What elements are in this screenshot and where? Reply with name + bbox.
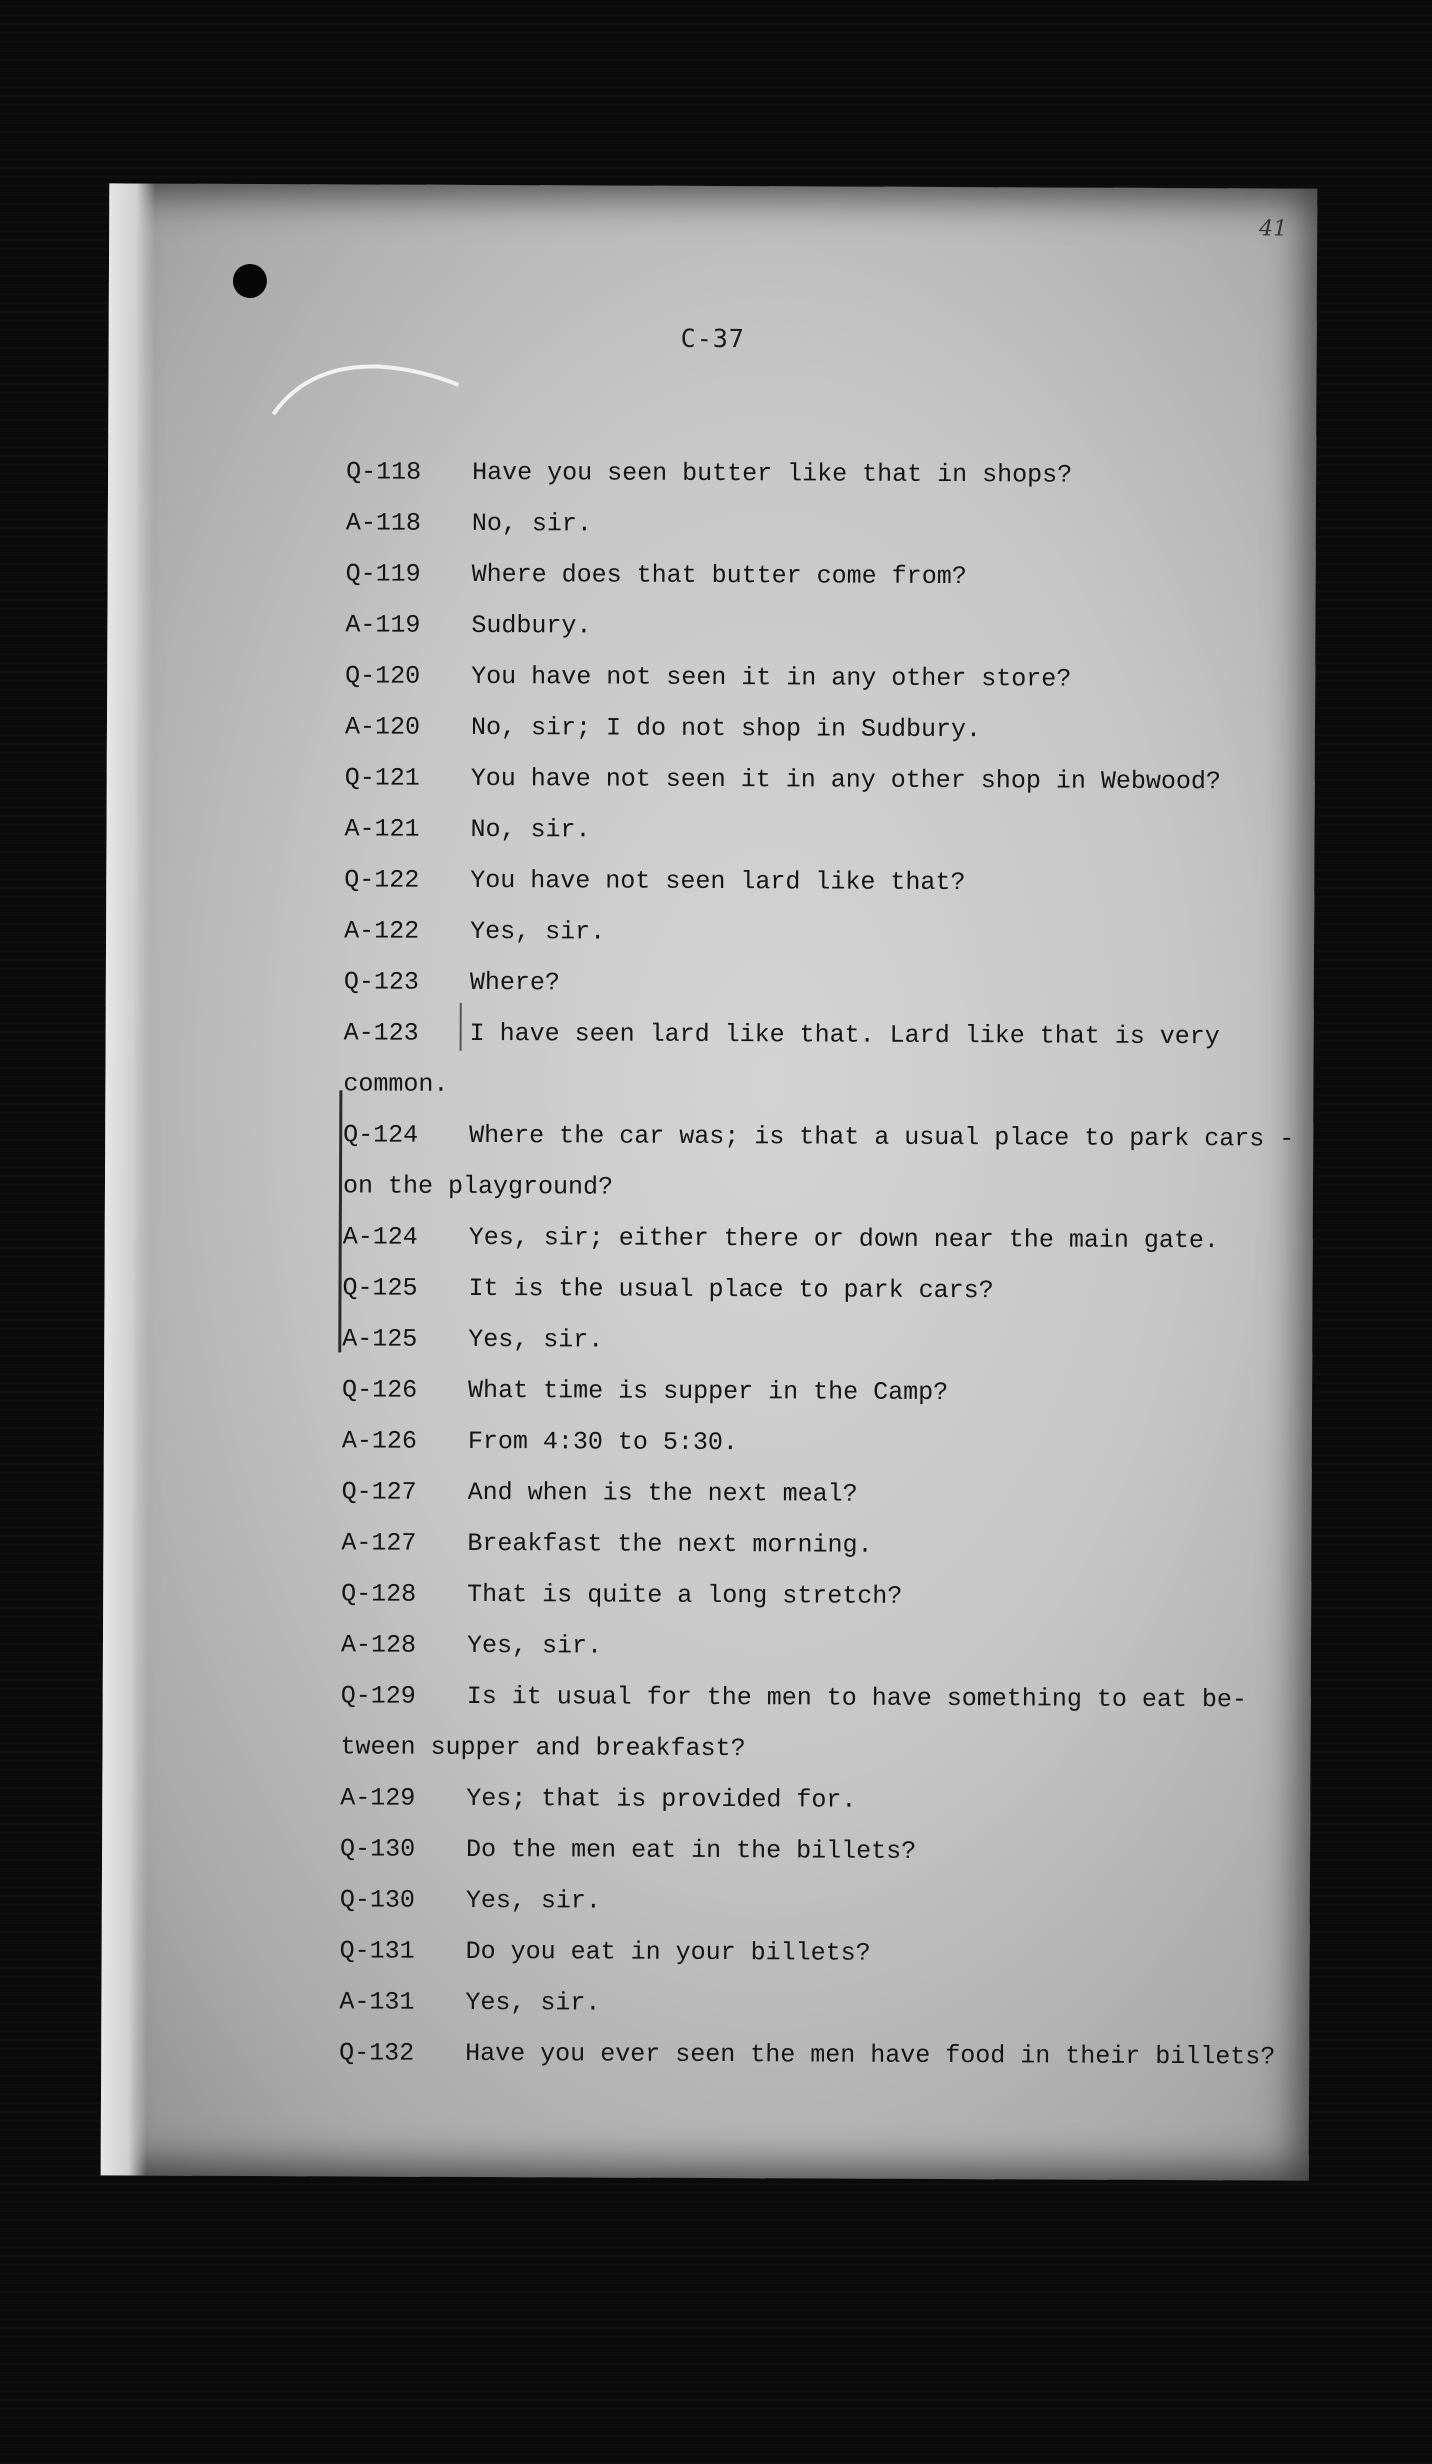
line-label: A-118 (345, 508, 421, 538)
line-label: A-121 (344, 814, 420, 844)
line-label: A-124 (342, 1222, 418, 1252)
transcript-line (344, 956, 1284, 1011)
line-label: Q-119 (345, 559, 421, 589)
line-text: What time is supper in the Camp? (468, 1375, 949, 1408)
line-text: Yes, sir; either there or down near the main gate. (468, 1222, 1219, 1256)
transcript-line (340, 1925, 1280, 1980)
line-label: Q-127 (341, 1477, 417, 1507)
page-number: 41 (1259, 216, 1288, 242)
transcript-line (340, 1874, 1280, 1929)
transcript-line (344, 803, 1284, 858)
line-label: A-126 (341, 1426, 417, 1456)
line-label: Q-124 (343, 1120, 419, 1150)
line-text: Yes, sir. (468, 1324, 604, 1355)
line-text: Do you eat in your billets? (465, 1936, 871, 1968)
page-header: C-37 (680, 323, 745, 354)
line-text: Yes; that is provided for. (466, 1783, 857, 1815)
line-label: A-128 (340, 1630, 417, 1660)
line-label: Q-130 (339, 1885, 415, 1915)
transcript-line (342, 1466, 1282, 1521)
document-page (101, 183, 1318, 2180)
line-text: Yes, sir. (470, 916, 606, 947)
line-text: Yes, sir. (465, 1885, 601, 1916)
transcript-line (342, 1364, 1282, 1419)
transcript-line (344, 854, 1284, 909)
transcript-line (343, 1211, 1283, 1266)
transcript-line (346, 497, 1286, 552)
transcript-line (339, 2027, 1279, 2082)
line-label: A-123 (343, 1018, 419, 1048)
line-text: Breakfast the next morning. (467, 1528, 873, 1560)
line-text: I have seen lard like that. Lard like that is very (469, 1018, 1220, 1052)
line-text: Where does that butter come from? (471, 559, 967, 592)
line-label: A-120 (344, 712, 421, 742)
line-text: Sudbury. (471, 610, 592, 641)
line-label: Q-118 (346, 457, 422, 487)
transcript-line (346, 446, 1286, 501)
line-label: Q-132 (339, 2038, 415, 2068)
line-text: Yes, sir. (466, 1630, 603, 1661)
line-text: No, sir; I do not shop in Sudbury. (470, 712, 982, 745)
transcript-line (343, 1109, 1295, 1164)
transcript-line (339, 1976, 1279, 2031)
line-text: It is the usual place to park cars? (468, 1273, 994, 1306)
scratch-mark (268, 354, 468, 425)
transcript-line (340, 1823, 1280, 1878)
continuation-line: common. (343, 1069, 449, 1099)
transcript (339, 446, 1295, 2082)
line-text: Yes, sir. (465, 1987, 601, 2018)
line-text: Where? (469, 967, 560, 998)
line-text: Have you ever seen the men have food in their billets? (465, 2038, 1276, 2072)
line-text: No, sir. (471, 508, 592, 539)
continuation-line: on the playground? (342, 1171, 614, 1202)
transcript-line (340, 1772, 1280, 1827)
line-label: Q-121 (344, 763, 420, 793)
transcript-line (345, 701, 1285, 756)
transcript-line (341, 1670, 1281, 1725)
line-label: Q-123 (343, 967, 419, 997)
line-text: You have not seen lard like that? (470, 865, 966, 898)
line-label: A-119 (345, 610, 421, 640)
line-label: Q-130 (340, 1834, 416, 1864)
line-text: From 4:30 to 5:30. (467, 1426, 738, 1458)
line-label: A-129 (340, 1783, 416, 1813)
line-label: Q-122 (344, 865, 420, 895)
transcript-line (345, 650, 1285, 705)
transcript-line (341, 1517, 1281, 1572)
line-label: A-131 (339, 1987, 415, 2017)
line-text: You have not seen it in any other shop in Webwood? (470, 763, 1221, 797)
transcript-line (342, 1415, 1282, 1470)
line-text: Do the men eat in the billets? (466, 1834, 917, 1866)
line-label: Q-129 (340, 1681, 416, 1711)
transcript-line (345, 599, 1285, 654)
line-label: A-125 (342, 1324, 418, 1354)
transcript-line (344, 1007, 1284, 1062)
line-text: And when is the next meal? (467, 1477, 858, 1509)
line-text: That is quite a long stretch? (467, 1579, 903, 1611)
transcript-line (341, 1568, 1281, 1623)
punch-hole (233, 264, 267, 298)
continuation-line: tween supper and breakfast? (340, 1732, 746, 1764)
line-label: Q-126 (342, 1375, 418, 1405)
line-label: A-122 (344, 916, 420, 946)
line-label: Q-125 (342, 1273, 418, 1303)
line-text: Where the car was; is that a usual place to park cars - (469, 1120, 1295, 1154)
transcript-line (342, 1262, 1282, 1317)
line-label: Q-120 (345, 661, 421, 691)
line-label: Q-131 (339, 1936, 415, 1966)
line-text: Is it usual for the men to have something to eat be- (466, 1681, 1247, 1715)
transcript-line (346, 548, 1286, 603)
line-text: Have you seen butter like that in shops? (472, 457, 1073, 490)
line-text: You have not seen it in any other store? (471, 661, 1072, 694)
line-label: A-127 (341, 1528, 417, 1558)
transcript-line (342, 1313, 1282, 1368)
transcript-line (341, 1619, 1281, 1674)
transcript-line (344, 905, 1284, 960)
page-edge-highlight (101, 183, 156, 2175)
transcript-line (345, 752, 1285, 807)
line-label: Q-128 (341, 1579, 417, 1609)
line-text: No, sir. (470, 814, 591, 845)
